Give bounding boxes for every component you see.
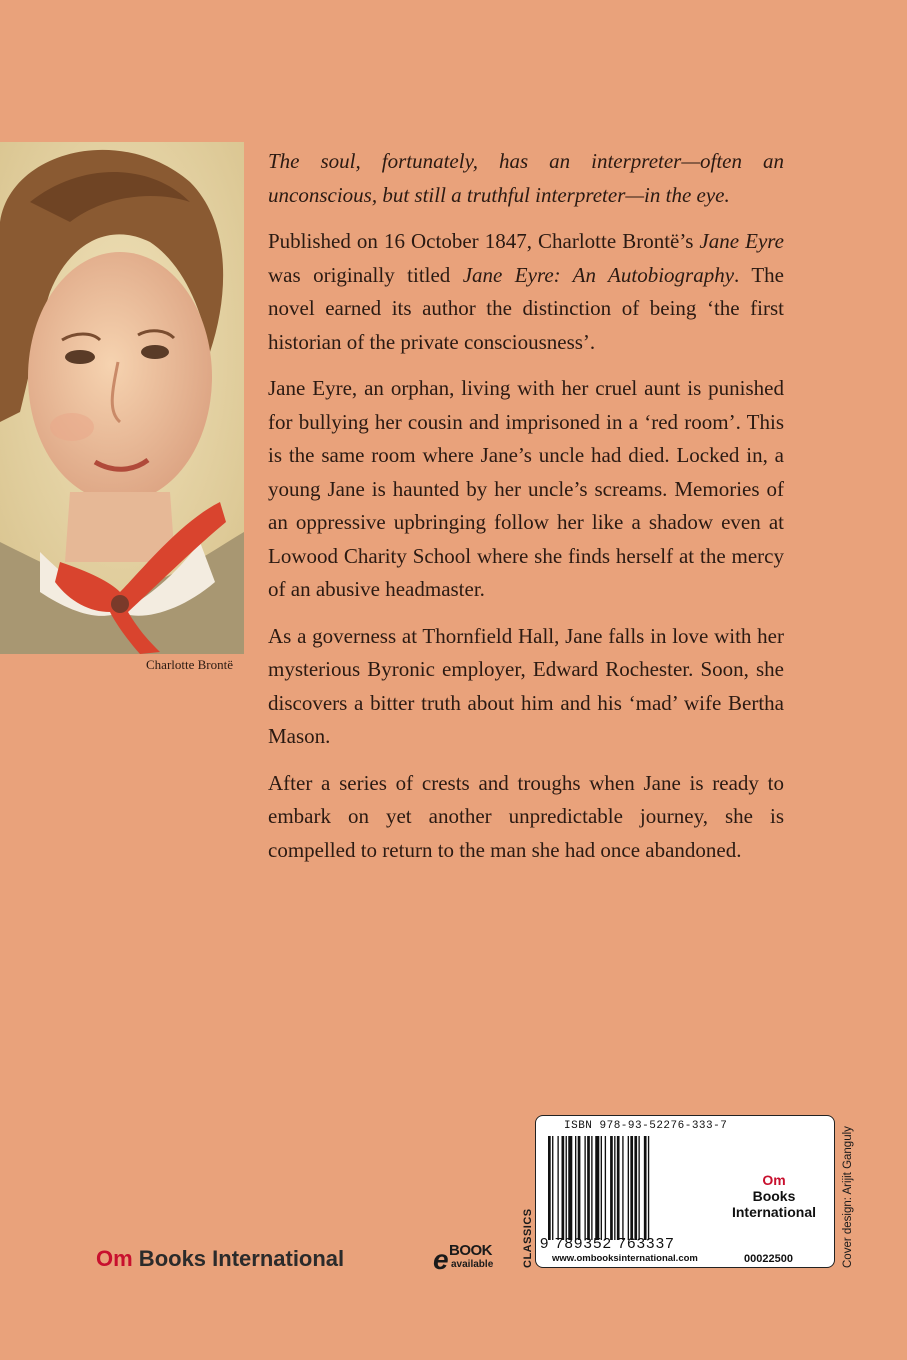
blurb-paragraph-4: After a series of crests and troughs when Jane is ready to embark on yet another unpredictable journey, she is compelled to return to the man she had once abandoned. [268,770,784,862]
epigraph: The soul, fortunately, has an interpreter—often an unconscious, but still a truthful interpreter—in the eye. [268,149,784,207]
portrait-caption: Charlotte Brontë [146,657,234,672]
blurb-paragraph-3: As a governess at Thornfield Hall, Jane falls in love with her mysterious Byronic employer, Edward Rochester. Soon, she discovers a bitter truth about him and his ‘mad’ wife Bertha Mason. [268,623,784,748]
barcode-panel [535,1115,835,1268]
blurb-paragraph-1: Published on 16 October 1847, Charlotte Brontë’s Jane Eyre was originally titled Jane Eyre: An Autobiography. The novel earned its author the distinction of being ‘the first historian of the private consciousness’. [268,229,784,354]
isbn-digits: 9 789352 763337 [540,1235,675,1252]
price-code: 00022500 [744,1253,793,1265]
blurb-paragraph-2: Jane Eyre, an orphan, living with her cruel aunt is punished for bullying her cousin and imprisoned in a ‘red room’. This is the same room where Jane’s uncle had died. Locked in, a young Jane is haunted by her uncle’s screams. Memories of an oppressive upbringing follow her like a shadow even at Lowood Charity School where she finds herself at the mercy of an abusive headmaster. [268,376,784,601]
blurb [268,145,784,880]
publisher-logo: Om Books International [96,1246,345,1271]
book-title: Jane Eyre [699,229,784,253]
publisher-name: Om Books International [731,1172,816,1220]
book-full-title: Jane Eyre: An Autobiography [462,262,735,287]
isbn-label: ISBN 978-93-52276-333-7 [564,1120,728,1132]
ebook-available-icon: e BOOK available [433,1242,494,1275]
barcode-icon [548,1136,718,1240]
cover-credit: Cover design: Arijit Ganguly [842,1126,854,1268]
author-portrait [0,142,244,654]
category-label: CLASSICS [522,1208,534,1268]
publisher-website: www.ombooksinternational.com [552,1253,698,1264]
